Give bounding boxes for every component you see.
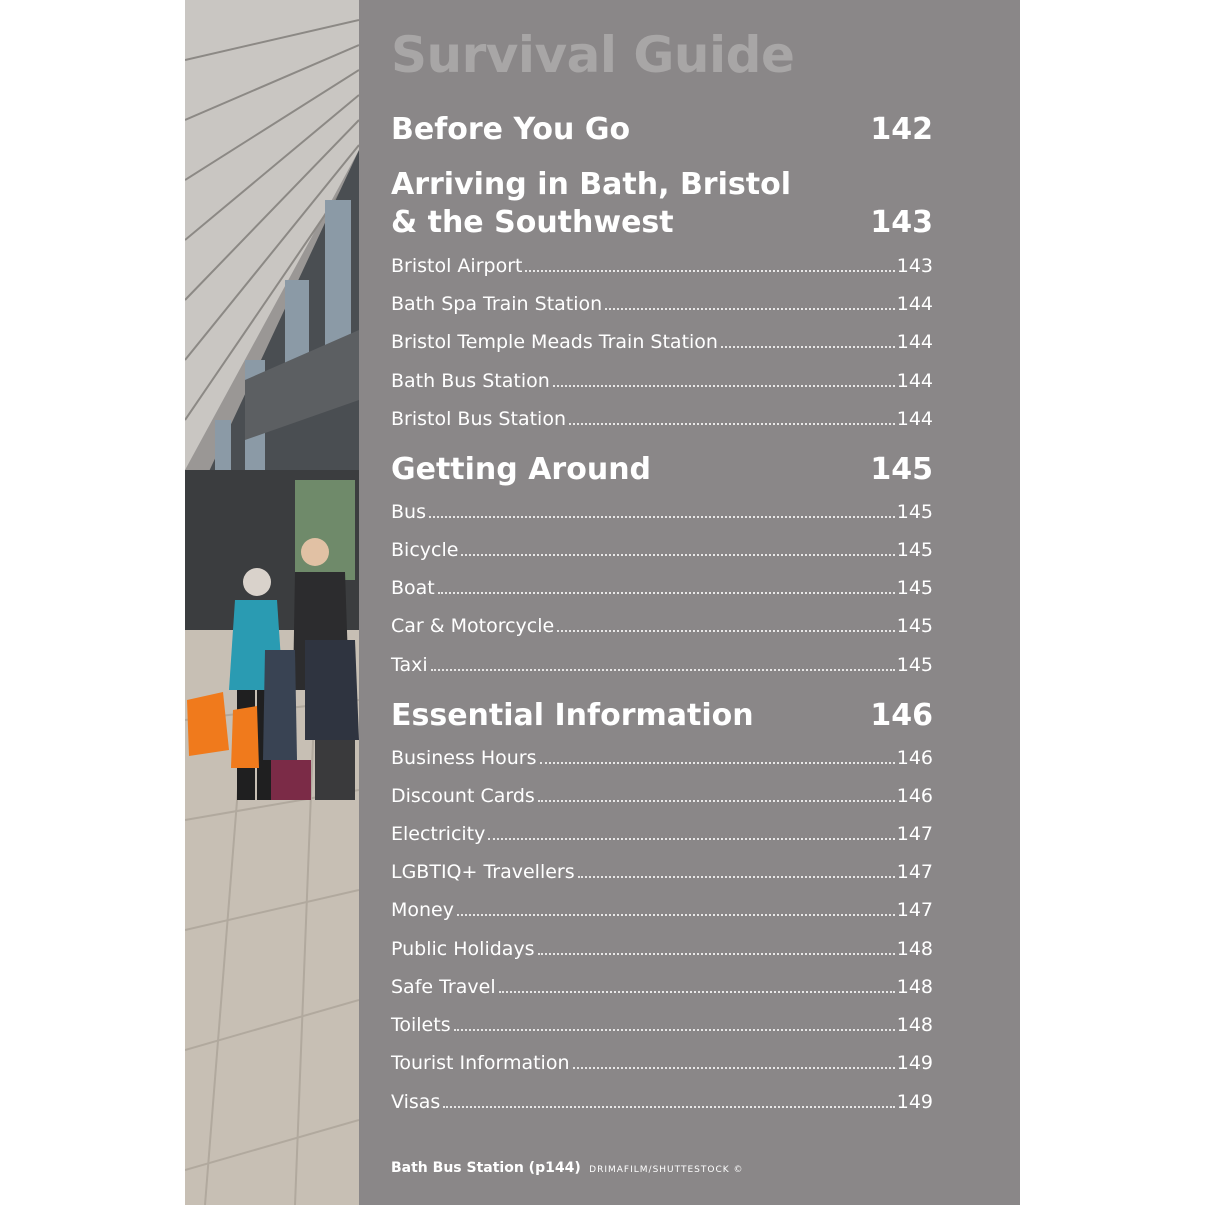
dot-leader	[438, 592, 895, 594]
toc-item[interactable]	[391, 536, 933, 562]
toc-item[interactable]	[391, 1011, 933, 1037]
item-page: 149	[896, 1091, 933, 1113]
item-label: Business Hours	[391, 747, 537, 769]
toc-panel	[359, 0, 1020, 1205]
toc-item[interactable]	[391, 328, 933, 354]
item-label: Public Holidays	[391, 938, 535, 960]
dot-leader	[488, 838, 894, 840]
section-name: Getting Around	[391, 452, 652, 487]
item-label: Electricity	[391, 823, 486, 845]
dot-leader	[499, 991, 895, 993]
toc-item[interactable]	[391, 935, 933, 961]
item-label: Car & Motorcycle	[391, 615, 555, 637]
toc-item[interactable]	[391, 574, 933, 600]
item-page: 149	[896, 1052, 933, 1074]
item-page: 145	[896, 577, 933, 599]
section-page: 146	[870, 698, 933, 733]
dot-leader	[429, 516, 895, 518]
item-label: Discount Cards	[391, 785, 535, 807]
dot-leader	[457, 914, 895, 916]
dot-leader	[443, 1106, 894, 1108]
item-label: Safe Travel	[391, 976, 496, 998]
item-page: 145	[896, 539, 933, 561]
item-page: 145	[896, 615, 933, 637]
item-page: 144	[896, 408, 933, 430]
dot-leader	[525, 270, 894, 272]
item-label: Bristol Bus Station	[391, 408, 566, 430]
item-page: 148	[896, 976, 933, 998]
toc-item[interactable]	[391, 498, 933, 524]
item-label: Bath Bus Station	[391, 370, 550, 392]
toc-section-getting-around[interactable]	[391, 451, 933, 489]
item-label: Tourist Information	[391, 1052, 570, 1074]
dot-leader	[538, 800, 895, 802]
toc-item[interactable]	[391, 744, 933, 770]
dot-leader	[569, 423, 895, 425]
item-page: 145	[896, 654, 933, 676]
dot-leader	[557, 630, 895, 632]
toc-item[interactable]	[391, 820, 933, 846]
toc-item[interactable]	[391, 290, 933, 316]
item-page: 146	[896, 747, 933, 769]
item-label: Taxi	[391, 654, 428, 676]
item-label: Bus	[391, 501, 426, 523]
toc-section-before-you-go[interactable]	[391, 111, 933, 149]
toc-item[interactable]	[391, 1049, 933, 1075]
toc-item[interactable]	[391, 1088, 933, 1114]
photo-caption: Bath Bus Station (p144)	[391, 1160, 581, 1176]
dot-leader	[538, 953, 895, 955]
item-label: Bath Spa Train Station	[391, 293, 603, 315]
photographer-credit: DRIMAFILM/SHUTTESTOCK ©	[589, 1165, 744, 1175]
dot-leader	[454, 1029, 895, 1031]
dot-leader	[431, 669, 895, 671]
dot-leader	[721, 346, 895, 348]
item-page: 144	[896, 331, 933, 353]
item-page: 148	[896, 938, 933, 960]
item-label: Visas	[391, 1091, 441, 1113]
section-name: Essential Information	[391, 698, 754, 733]
photo-credit	[391, 1158, 744, 1180]
toc-item[interactable]	[391, 405, 933, 431]
dot-leader	[605, 308, 895, 310]
dot-leader	[540, 762, 895, 764]
toc-item[interactable]	[391, 612, 933, 638]
item-page: 145	[896, 501, 933, 523]
page-title: Survival Guide	[391, 26, 795, 84]
section-page: 142	[870, 112, 933, 147]
toc-item[interactable]	[391, 252, 933, 278]
dot-leader	[578, 876, 895, 878]
item-page: 147	[896, 899, 933, 921]
item-page: 147	[896, 861, 933, 883]
item-page: 148	[896, 1014, 933, 1036]
section-name: Before You Go	[391, 112, 631, 147]
item-label: Bristol Temple Meads Train Station	[391, 331, 718, 353]
toc-item[interactable]	[391, 651, 933, 677]
toc-item[interactable]	[391, 782, 933, 808]
item-label: LGBTIQ+ Travellers	[391, 861, 575, 883]
dot-leader	[573, 1067, 895, 1069]
toc-section-essential-information[interactable]	[391, 697, 933, 735]
item-page: 147	[896, 823, 933, 845]
section-page: 145	[870, 452, 933, 487]
item-label: Boat	[391, 577, 435, 599]
item-page: 144	[896, 370, 933, 392]
item-label: Bristol Airport	[391, 255, 523, 277]
item-label: Bicycle	[391, 539, 459, 561]
item-page: 144	[896, 293, 933, 315]
item-label: Toilets	[391, 1014, 451, 1036]
toc-item[interactable]	[391, 858, 933, 884]
section-page: 143	[870, 205, 933, 240]
item-page: 146	[896, 785, 933, 807]
section-name: Arriving in Bath, Bristol & the Southwest	[391, 167, 791, 240]
dot-leader	[461, 554, 894, 556]
toc-item[interactable]	[391, 896, 933, 922]
dot-leader	[553, 385, 895, 387]
item-page: 143	[896, 255, 933, 277]
cover-photo	[185, 0, 359, 1205]
toc-item[interactable]	[391, 973, 933, 999]
item-label: Money	[391, 899, 454, 921]
toc-section-arriving[interactable]	[391, 166, 933, 242]
toc-item[interactable]	[391, 367, 933, 393]
